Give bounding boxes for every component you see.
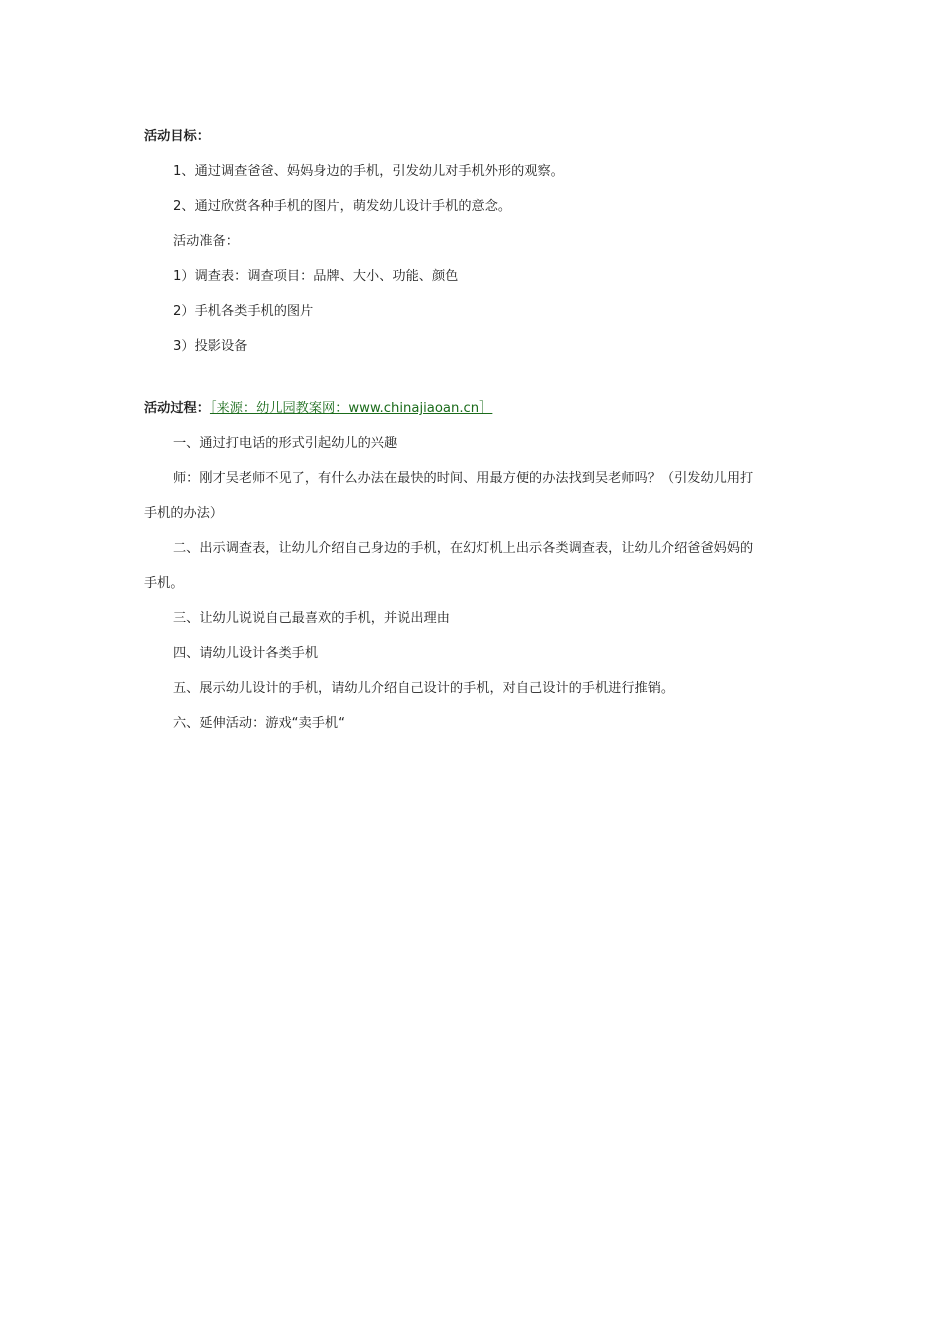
- process-step-2-continued: 手机的办法）: [144, 506, 224, 521]
- process-step-2: 师：刚才吴老师不见了，有什么办法在最快的时间、用最方便的办法找到吴老师吗？（引发幼儿用打: [173, 471, 754, 486]
- process-step-3-continued: 手机。: [144, 576, 184, 591]
- process-heading: 活动过程：: [144, 401, 210, 416]
- preparation-item-3: 3）投影设备: [173, 339, 248, 354]
- preparation-heading: 活动准备：: [173, 234, 239, 249]
- process-step-7: 六、延伸活动：游戏“卖手机“: [173, 716, 345, 731]
- objective-item-2: 2、通过欣赏各种手机的图片，萌发幼儿设计手机的意念。: [173, 199, 512, 214]
- preparation-item-1: 1）调查表：调查项目：品牌、大小、功能、颜色: [173, 269, 459, 284]
- objective-item-1: 1、通过调查爸爸、妈妈身边的手机，引发幼儿对手机外形的观察。: [173, 164, 564, 179]
- process-step-5: 四、请幼儿设计各类手机: [173, 646, 319, 661]
- process-heading-line: [144, 400, 492, 418]
- process-step-4: 三、让幼儿说说自己最喜欢的手机，并说出理由: [173, 611, 450, 626]
- preparation-item-2: 2）手机各类手机的图片: [173, 304, 314, 319]
- objectives-heading: 活动目标：: [144, 129, 210, 144]
- source-link[interactable]: ［来源：幼儿园教案网：www.chinajiaoan.cn］: [209, 401, 493, 416]
- process-step-6: 五、展示幼儿设计的手机，请幼儿介绍自己设计的手机，对自己设计的手机进行推销。: [173, 681, 675, 696]
- process-step-1: 一、通过打电话的形式引起幼儿的兴趣: [173, 436, 398, 451]
- process-step-3: 二、出示调查表，让幼儿介绍自己身边的手机，在幻灯机上出示各类调查表，让幼儿介绍爸爸妈妈的: [173, 541, 754, 556]
